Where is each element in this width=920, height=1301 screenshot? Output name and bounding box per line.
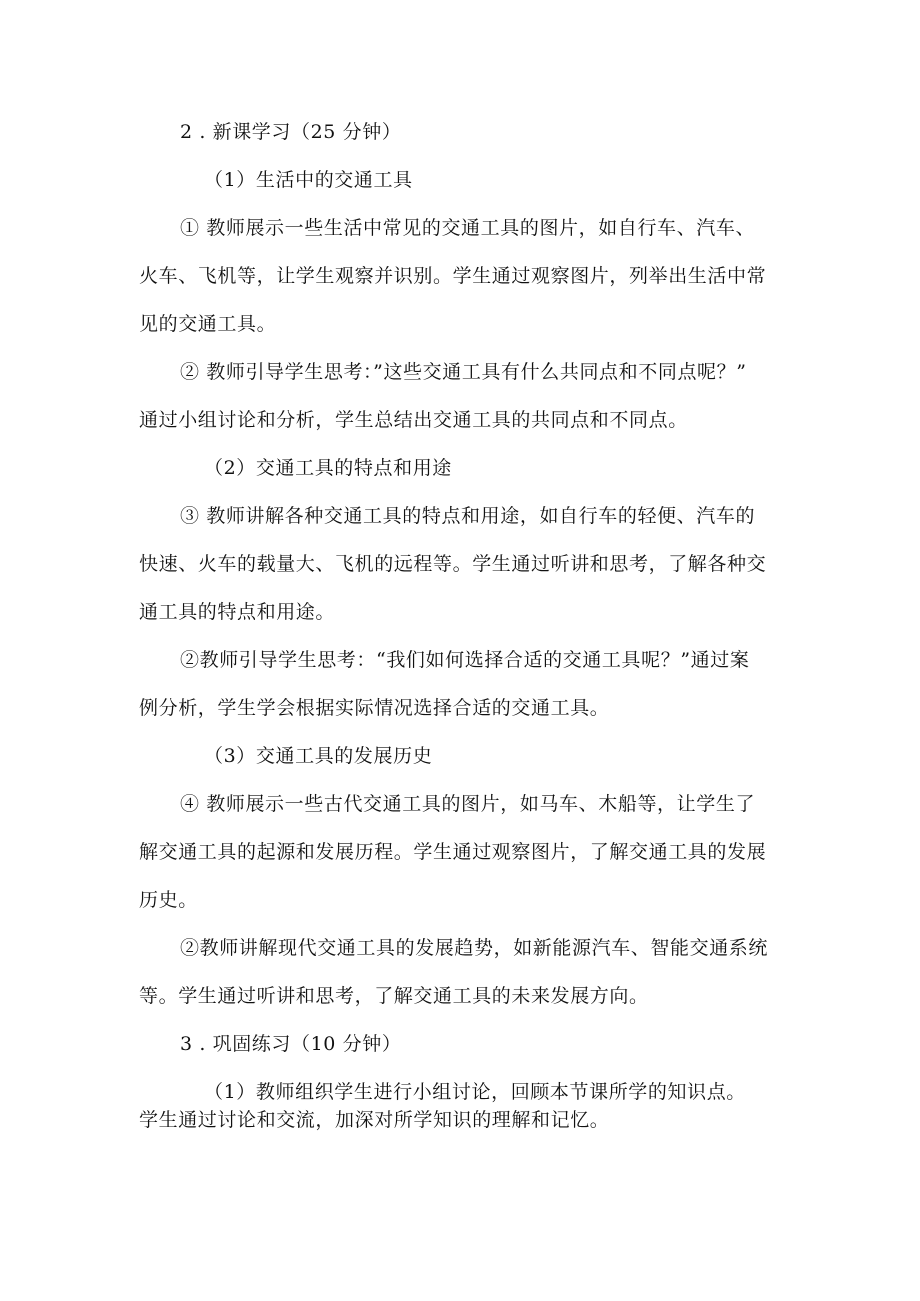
paragraph-line: 快速、火车的载量大、飞机的远程等。学生通过听讲和思考，了解各种交 <box>139 553 767 575</box>
paragraph-line: （1）教师组织学生进行小组讨论，回顾本节课所学的知识点。 <box>204 1081 746 1103</box>
paragraph-line: ② 教师引导学生思考：”这些交通工具有什么共同点和不同点呢？” <box>180 361 747 383</box>
paragraph-line: ① 教师展示一些生活中常见的交通工具的图片，如自行车、汽车、 <box>180 217 756 239</box>
paragraph-line: 通过小组讨论和分析，学生总结出交通工具的共同点和不同点。 <box>139 409 688 431</box>
paragraph-line: ②教师讲解现代交通工具的发展趋势，如新能源汽车、智能交通系统 <box>180 937 769 959</box>
subheading-features-and-uses: （2）交通工具的特点和用途 <box>204 457 452 479</box>
paragraph-line: ②教师引导学生思考：“我们如何选择合适的交通工具呢？”通过案 <box>180 649 750 671</box>
paragraph-line: 等。学生通过听讲和思考，了解交通工具的未来发展方向。 <box>139 985 649 1007</box>
subheading-development-history: （3）交通工具的发展历史 <box>204 745 433 767</box>
paragraph-line: 学生通过讨论和交流，加深对所学知识的理解和记忆。 <box>139 1109 610 1131</box>
paragraph-line: 见的交通工具。 <box>139 313 277 335</box>
paragraph-line: 解交通工具的起源和发展历程。学生通过观察图片，了解交通工具的发展 <box>139 841 767 863</box>
paragraph-line: 例分析，学生学会根据实际情况选择合适的交通工具。 <box>139 697 610 719</box>
subheading-transport-in-life: （1）生活中的交通工具 <box>204 169 413 191</box>
paragraph-line: ④ 教师展示一些古代交通工具的图片，如马车、木船等，让学生了 <box>180 793 756 815</box>
section-heading-new-lesson: 2 . 新课学习（25 分钟） <box>180 121 402 143</box>
paragraph-line: 火车、飞机等，让学生观察并识别。学生通过观察图片，列举出生活中常 <box>139 265 767 287</box>
section-heading-consolidation: 3 . 巩固练习（10 分钟） <box>180 1033 402 1055</box>
paragraph-line: ③ 教师讲解各种交通工具的特点和用途，如自行车的轻便、汽车的 <box>180 505 756 527</box>
paragraph-line: 历史。 <box>139 889 198 911</box>
paragraph-line: 通工具的特点和用途。 <box>139 601 336 623</box>
